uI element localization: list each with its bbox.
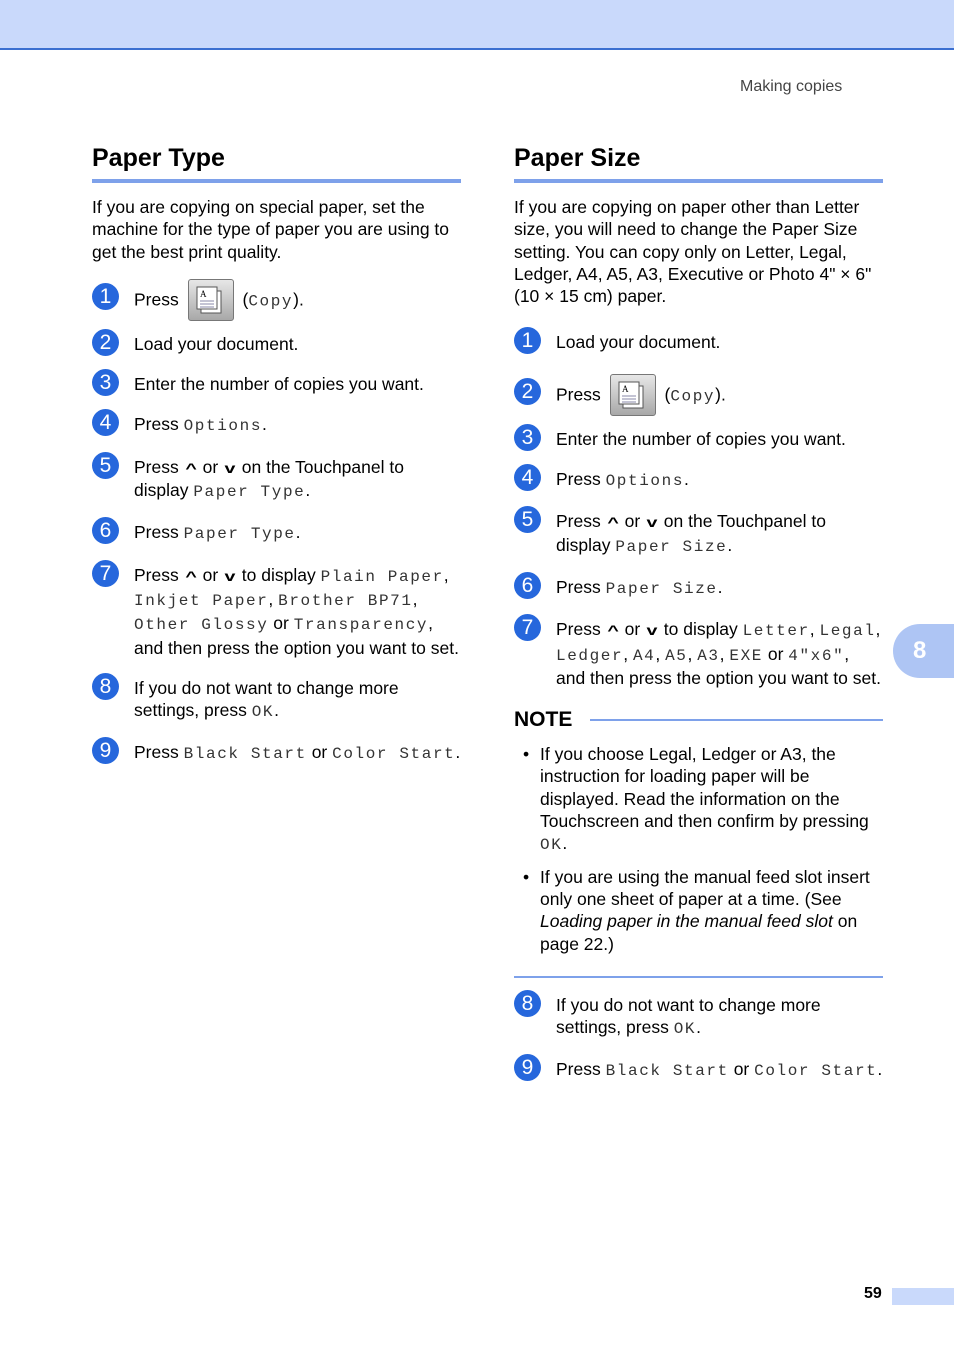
copy-icon: [610, 374, 656, 416]
note-item: • If you are using the manual feed slot insert only one sheet of paper at a time. (See Loading paper in the manual feed slot on page 22.): [540, 866, 883, 955]
step-number: 6: [92, 517, 119, 544]
step: 6 Press Paper Size.: [514, 576, 883, 600]
section-title: Paper Type: [92, 140, 461, 183]
step-number: 7: [514, 614, 541, 641]
step: 1 Press A (Copy).: [92, 287, 461, 315]
running-title: Making copies: [740, 78, 843, 95]
step: 4 Press Options.: [514, 468, 883, 492]
divider: [590, 719, 883, 721]
step-number: 8: [92, 673, 119, 700]
step-number: 1: [92, 283, 119, 310]
step-number: 3: [514, 424, 541, 451]
step-number: 7: [92, 560, 119, 587]
cross-reference: Loading paper in the manual feed slot: [540, 911, 833, 932]
chevron-down-icon: v: [224, 567, 236, 584]
section-title: Paper Size: [514, 140, 883, 183]
step-number: 5: [514, 506, 541, 533]
chevron-down-icon: v: [224, 459, 236, 476]
section-intro: If you are copying on special paper, set the machine for the type of paper you are using to get the best print quality.: [92, 197, 450, 262]
copy-icon: [188, 279, 234, 321]
step-number: 6: [514, 572, 541, 599]
svg-text:A: A: [621, 383, 629, 394]
step: 9 Press Black Start or Color Start.: [92, 741, 461, 765]
step: 4 Press Options.: [92, 413, 461, 437]
chevron-down-icon: v: [646, 622, 658, 639]
step-number: 3: [92, 369, 119, 396]
chevron-up-icon: ^: [606, 514, 619, 531]
note-title: NOTE: [514, 708, 573, 732]
header-band: [0, 0, 954, 50]
chevron-up-icon: ^: [184, 567, 197, 584]
step: 5 Press ^ or v on the Touchpanel to display Paper Type.: [92, 456, 461, 504]
step: 2 Load your document.: [92, 333, 461, 355]
step-number: 1: [514, 327, 541, 354]
section-intro: If you are copying on paper other than Letter size, you will need to change the Paper Size setting. You can copy only on Letter, Legal, Ledger, A4, A5, A3, Executive or Photo 4" × 6" (10 × 15 cm) paper.: [514, 197, 872, 307]
step: 7 Press ^ or v to display Plain Paper, Inkjet Paper, Brother BP71, Other Glossy or Transparency, and then press the option you want to set.: [92, 564, 461, 659]
step-number: 4: [92, 409, 119, 436]
step-number: 8: [514, 990, 541, 1017]
step: 7 Press ^ or v to display Letter, Legal, Ledger, A4, A5, A3, EXE or 4"x6", and then press the option you want to set.: [514, 618, 883, 689]
step-number: 9: [514, 1054, 541, 1081]
paper-type-section: [92, 140, 461, 784]
step-number: 4: [514, 464, 541, 491]
step: 6 Press Paper Type.: [92, 521, 461, 545]
step-number: 2: [92, 329, 119, 356]
note-box: [514, 707, 883, 978]
step: 1 Load your document.: [514, 331, 883, 353]
step: 9 Press Black Start or Color Start.: [514, 1058, 883, 1082]
step-number: 2: [514, 378, 541, 405]
paper-size-section: [514, 140, 883, 1101]
step-number: 9: [92, 737, 119, 764]
step-number: 5: [92, 452, 119, 479]
footer-band: [892, 1288, 954, 1305]
step: 5 Press ^ or v on the Touchpanel to display Paper Size.: [514, 510, 883, 558]
chevron-up-icon: ^: [606, 622, 619, 639]
step: 3 Enter the number of copies you want.: [514, 428, 883, 450]
page-number: 59: [864, 1285, 882, 1302]
step: 8 If you do not want to change more settings, press OK.: [514, 994, 883, 1041]
chapter-tab: 8: [893, 624, 954, 678]
chevron-up-icon: ^: [184, 459, 197, 476]
step: 8 If you do not want to change more settings, press OK.: [92, 677, 461, 724]
step: 3 Enter the number of copies you want.: [92, 373, 461, 395]
step: 2 Press A (Copy).: [514, 382, 883, 410]
svg-text:A: A: [199, 288, 207, 299]
chevron-down-icon: v: [646, 514, 658, 531]
note-item: • If you choose Legal, Ledger or A3, the instruction for loading paper will be displayed. Read the information on the Touchscreen and then confirm by pressing OK.: [540, 743, 883, 856]
